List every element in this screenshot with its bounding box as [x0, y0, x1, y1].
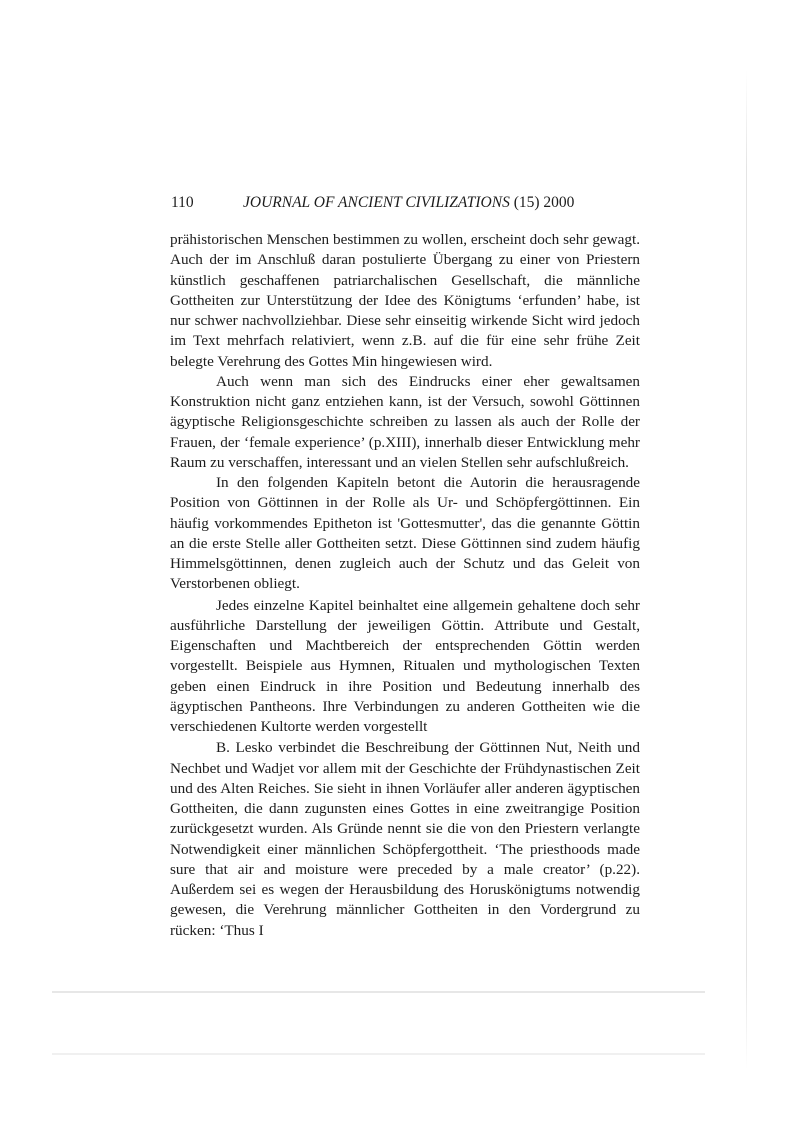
paragraph-continued: prähistorischen Menschen bestimmen zu wollen, erscheint doch sehr gewagt. Auch der im Anschluß daran postulierte Übergang zu einer von Priestern künstlich geschaffenen patriarchalischen Gesellschaft, die männliche Gottheiten zur Unterstützung der Idee des Königtums ‘erfunden’ habe, ist nur schwer nachvollziehbar. Diese sehr einseitig wirkende Sicht wird jedoch im Text mehrfach relativiert, wenn z.B. auf die für eine sehr frühe Zeit belegte Verehrung des Gottes Min hingewiesen wird. [170, 231, 640, 370]
paragraph: In den folgenden Kapiteln betont die Autorin die herausragende Position von Göttinnen in der Rolle als Ur- und Schöpfergöttinnen. Ein häufig vorkommendes Epitheton ist 'Gottesmutter', das die genannte Göttin an die erste Stelle aller Gottheiten setzt. Diese Göttinnen sind zudem häufig Himmelsgöttinnen, denen zugleich auch der Schutz und das Geleit von Verstorbenen obliegt. [170, 474, 640, 593]
scan-artifact-line [52, 1053, 705, 1055]
paragraph: Jedes einzelne Kapitel beinhaltet eine allgemein gehaltene doch sehr ausführliche Darstellung der jeweiligen Göttin. Attribute und Gestalt, Eigenschaften und Machtbereich der entsprechenden Göttin werden vorgestellt. Beispiele aus Hymnen, Ritualen und mythologischen Texten geben einen Eindruck in ihre Position und Bedeutung innerhalb des ägyptischen Pantheons. Ihre Verbindungen zu anderen Gottheiten wie die verschiedenen Kultorte werden vorgestellt [170, 596, 640, 735]
volume-year: (15) 2000 [509, 194, 575, 211]
running-head [171, 193, 641, 213]
body-text [170, 230, 640, 941]
page-number: 110 [171, 194, 194, 211]
journal-title: JOURNAL OF ANCIENT CIVILIZATIONS [243, 194, 510, 211]
paragraph: Auch wenn man sich des Eindrucks einer eher gewaltsamen Konstruktion nicht ganz entziehen kann, ist der Versuch, sowohl Göttinnen ägyptische Religionsgeschichte schreiben zu lassen als auch der Rolle der Frauen, der ‘female experience’ (p.XIII), innerhalb dieser Entwicklung mehr Raum zu verschaffen, interessant und an vielen Stellen sehr aufschlußreich. [170, 372, 640, 471]
scan-edge-shadow [746, 70, 747, 1070]
paragraph: B. Lesko verbindet die Beschreibung der Göttinnen Nut, Neith und Nechbet und Wadjet vor allem mit der Geschichte der Frühdynastischen Zeit und des Alten Reiches. Sie sieht in ihnen Vorläufer aller anderen ägyptischen Gottheiten, die dann zugunsten eines Gottes in eine zweitrangige Position zurückgesetzt wurden. Als Gründe nennt sie die von den Priestern verlangte Notwendigkeit einer männlichen Schöpfergottheit. ‘The priesthoods made sure that air and moisture were preceded by a male creator’ (p.22). Außerdem sei es wegen der Herausbildung des Horuskönigtums notwendig gewesen, die Verehrung männlicher Gottheiten in den Vordergrund zu rücken: ‘Thus I [170, 739, 640, 939]
scan-artifact-line [52, 991, 705, 993]
